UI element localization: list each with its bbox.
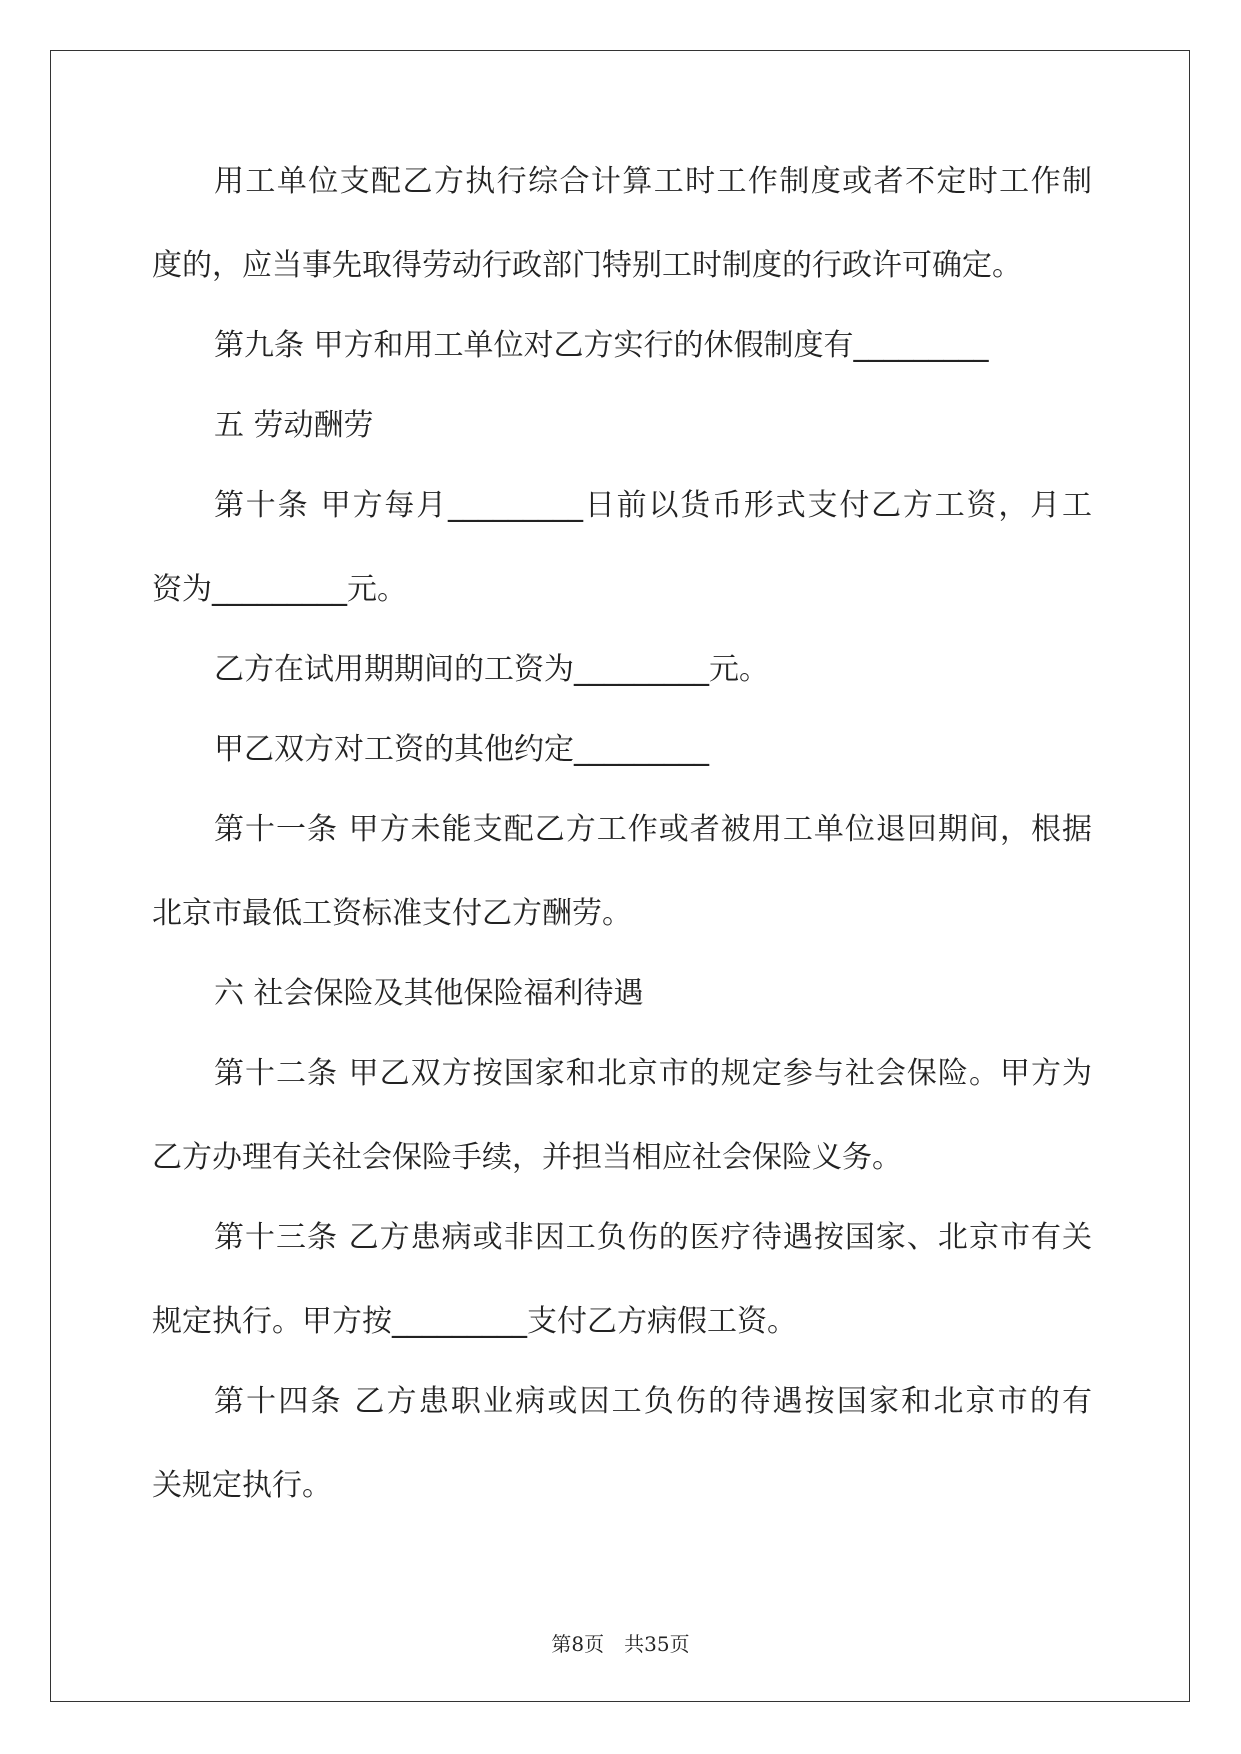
paragraph-line: 甲乙双方对工资的其他约定_________ [214,732,709,767]
section-heading: 五 劳动酬劳 [214,408,374,443]
paragraph-line: 资为_________元。 [152,572,407,607]
paragraph-line: 用工单位支配乙方执行综合计算工时工作制度或者不定时工作制 [214,164,1092,199]
paragraph-line: 关规定执行。 [152,1468,332,1503]
paragraph-line: 乙方办理有关社会保险手续，并担当相应社会保险义务。 [152,1140,902,1175]
paragraph-line: 第十一条 甲方未能支配乙方工作或者被用工单位退回期间，根据 [214,812,1092,847]
page-footer [0,1628,1241,1657]
paragraph-line: 第十条 甲方每月_________日前以货币形式支付乙方工资，月工 [214,488,1092,523]
paragraph-line: 乙方在试用期期间的工资为_________元。 [214,652,769,687]
section-heading: 六 社会保险及其他保险福利待遇 [214,976,644,1011]
paragraph-line: 北京市最低工资标准支付乙方酬劳。 [152,896,632,931]
paragraph-line: 第十四条 乙方患职业病或因工负伤的待遇按国家和北京市的有 [214,1384,1092,1419]
document-body [152,160,1092,1508]
page-number: 第8页 [551,1632,605,1656]
paragraph-line: 第十三条 乙方患病或非因工负伤的医疗待遇按国家、北京市有关 [214,1220,1092,1255]
paragraph-line: 第十二条 甲乙双方按国家和北京市的规定参与社会保险。甲方为 [214,1056,1092,1091]
page-total: 共35页 [624,1632,690,1656]
paragraph-line: 度的，应当事先取得劳动行政部门特别工时制度的行政许可确定。 [152,248,1022,283]
paragraph-line: 第九条 甲方和用工单位对乙方实行的休假制度有_________ [214,328,989,363]
paragraph-line: 规定执行。甲方按_________支付乙方病假工资。 [152,1304,797,1339]
